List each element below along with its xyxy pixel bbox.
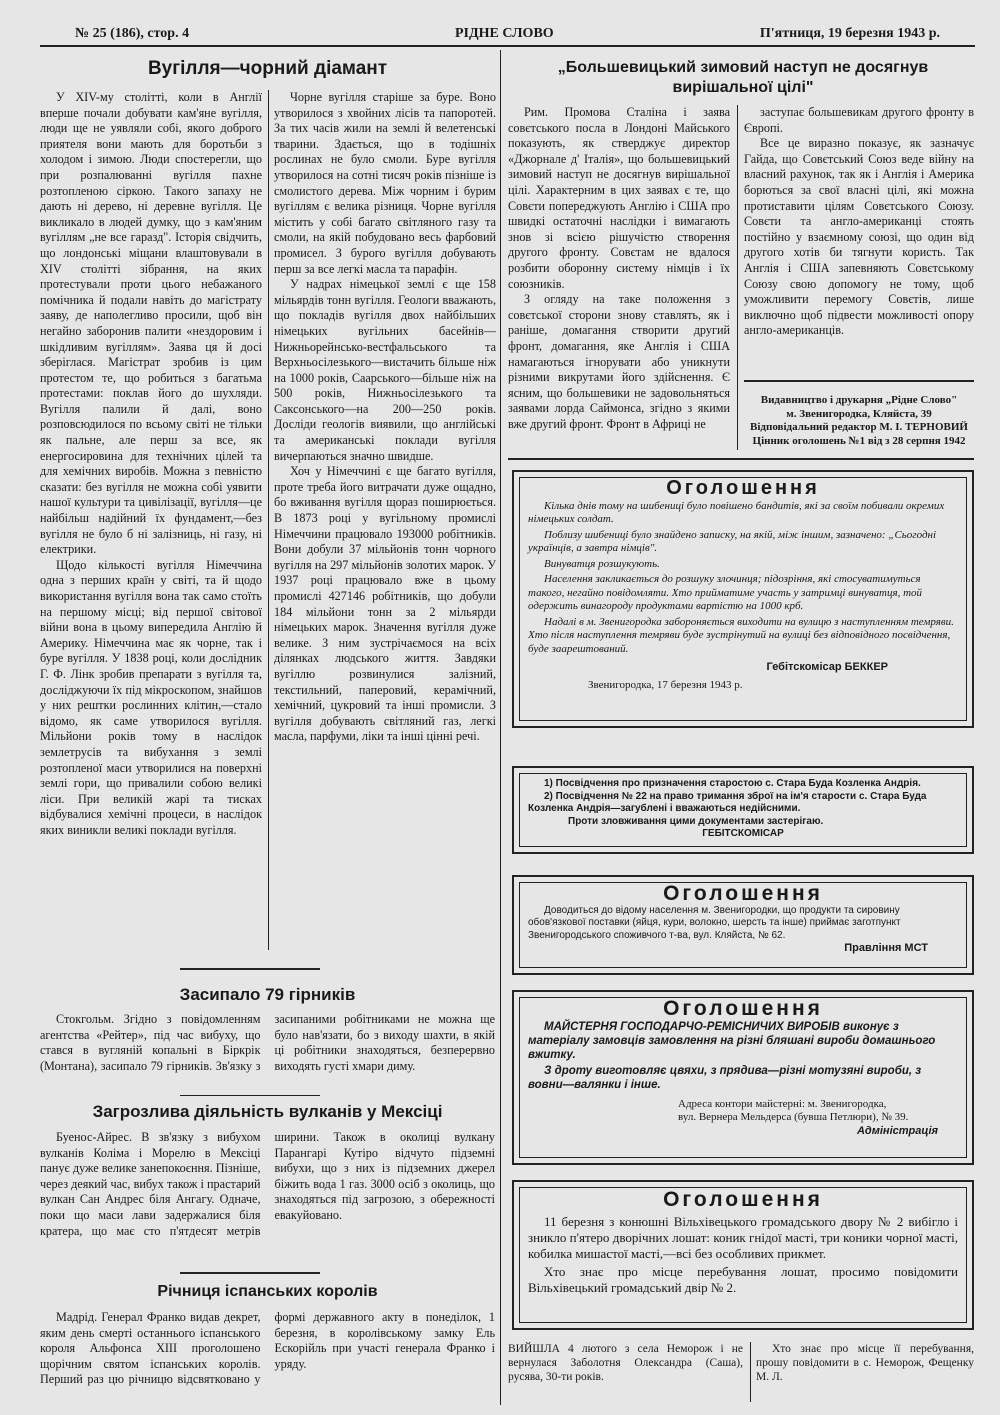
page-header <box>40 26 975 46</box>
imprint-line: Видавництво і друкарня „Рідне Слово" <box>760 394 958 406</box>
header-rule <box>40 45 975 47</box>
imprint <box>744 394 974 448</box>
ad1-signature: Гебітскомісар БЕККЕР <box>766 661 888 673</box>
coal-paragraph: Щодо кількості вугілля Німеччина одна з перших країн у світі, та й щодо використання вугілля вона так само стоїть на першому місці; від першої світової війни вона в цьому випередила Англію й Америку. Німеччина має як чорне, так і буре вугілля. У 1838 році, коли дослідник Г. Ф. Лінк зробив препарати з вугілля та, досліджуючи їх під мікроскопом, знайшов у них рештки рослинних клітин,—стало відомо, як саме утворилося вугілля. Мільйони років тому в наслідок землетрусів та вибухання з землі розтопленої маси утворилися на поверхні землі гори, що привалили собою великі ліси. При великій жарі та тисках відбувалися хемічні процеси, в наслідок яких виникли великі поклади вугілля. <box>40 557 262 837</box>
miners-paragraph: Стокгольм. Згідно з повідомленням агентства «Рейтер», під час вибуху, що стався в вугляній копальні в Біркрік (Монтана), засипало 79 гірників. Зв'язку з засипаними робітниками не можна ще було нав'язати, бо з виходу шахти, в якій ці робітники знаходяться, безперервно виходять густі хмари диму. <box>40 1012 495 1073</box>
imprint-line: м. Звенигородка, Кляйста, 39 <box>786 407 932 420</box>
ornament-rule <box>180 1272 320 1274</box>
kings-title: Річниця іспанських королів <box>157 1283 378 1300</box>
imprint-line: Відповідальний редактор М. І. ТЕРНОВИЙ <box>750 421 968 433</box>
coal-article-title: Вугілля—чорний діамант <box>147 58 388 79</box>
coal-paragraph: У надрах німецької землі є ще 158 мільярдів тонн вугілля. Геологи вважають, що покладів вугілля двох найбільших німецьких вугільних басейнів—Нижньорейнсько-вестфальського та Верхньосілезького—вистачить більше ніж на 1000 років, Саарського—більше ніж на 500 років, Нижньосілезького та Саксонського—на 200—250 років. Досліди геологів виявили, що англійські та американські поклади вугілля вичерпаються значно швидше. <box>274 277 496 463</box>
coal-paragraph: Чорне вугілля старіше за буре. Воно утворилося з хвойних лісів та папоротей. За тих часів жили на землі й велетенські тварини. Здається, що в тодішніх рослинах не було смоли. Буре вугілля утворилося на сотні тисяч років пізніше із смолистого дерева. Між чорним і бурим вугіллям є велика різниця. Чорне вугілля містить у собі багато світляного газу та смоли, на якій побудовано весь фарбовий промисел. З бурого вугілля добувають перш за все легкі масла та парафін. <box>274 90 496 276</box>
ad4-address: Адреса контори майстерні: м. Звенигородка, <box>678 1097 887 1110</box>
issue-date: П'ятниця, 19 березня 1943 р. <box>759 26 940 41</box>
separator-rule <box>180 1095 320 1096</box>
coal-article-col1 <box>40 90 262 950</box>
ad-mst-collection <box>512 875 974 975</box>
column-divider <box>750 1342 751 1402</box>
column-divider <box>268 90 269 950</box>
miners-text <box>40 1012 495 1090</box>
coal-article-col2 <box>274 90 496 950</box>
ad3-title: Оголошення <box>663 882 823 905</box>
bolshevik-paragraph: З огляду на таке положення з совєтської сторони знову ставлять, як і раніше, домагання створити другий фронт, домагання, яке Англія і США намагаються ігнорувати або уникнути різними викрутами його здійснення. Є ясним, що большевики не задовольняться заявами лорда Саймонса, згідно з якими вже другий фронт. Фронт в Африці не <box>508 292 730 431</box>
ad-lost-foals <box>512 1180 974 1330</box>
ad-announcement-bekker <box>512 470 974 728</box>
bolshevik-col1 <box>508 105 730 450</box>
missing-person-left <box>508 1342 743 1402</box>
ad1-paragraph: Поблизу шибениці було знайдено записку, на якій, між іншим, зазначено: „Сьогодні українців, а завтра німців". <box>528 528 937 554</box>
bolshevik-paragraph: Все це виразно показує, як зазначує Гайда, що Совєтський Союз веде війну на власний рахунок, так як і Англія і Америка борються за свої власні цілі, які можна протиставити цілям Совєтського Союзу. Совєти та англо-американці стоять постійно у взаємному союзі, що один від другого хотів би тягнути користь. Так Англія і США запевняють Совєтському Союзу свою допомогу не тому, щоб уможливити перемогу Совєтів, лише виключно щоб підвести можливості опору англо-американців. <box>744 136 974 338</box>
separator-rule <box>180 968 320 970</box>
kings-text <box>40 1310 495 1405</box>
imprint-line: Цінник оголошень №1 від з 28 серпня 1942 <box>752 434 966 447</box>
newspaper-name: РІДНЕ СЛОВО <box>455 26 554 41</box>
separator-rule <box>508 458 974 460</box>
missing-person-text: ВИЙШЛА 4 лютого з села Неморож і не вернулася Заболотня Олександра (Саша), русява, 30-ти років. <box>508 1343 743 1383</box>
ad2-signature: ГЕБІТСКОМІСАР <box>702 828 784 839</box>
ad1-title: Оголошення <box>666 477 820 499</box>
ad1-paragraph: Кілька днів тому на шибениці було повішено бандитів, які за своїм побивали окремих німецьких солдат. <box>528 499 945 525</box>
imprint-rule <box>744 380 974 382</box>
ad-lost-documents <box>512 766 974 854</box>
ad4-title: Оголошення <box>663 997 823 1020</box>
ad4-address: вул. Вернера Мельдерса (бувша Петлюри), № 39. <box>678 1111 909 1123</box>
miners-title: Засипало 79 гірників <box>179 985 356 1004</box>
ad1-date: Звенигородка, 17 березня 1943 р. <box>588 678 743 691</box>
ad1-paragraph: Надалі в м. Звенигородка забороняється виходити на вулицю з наступленням темряви. Хто після наступлення темряви буде зустрінутий на вулиці без відповідного посвідчення, буде заарештований. <box>528 615 954 655</box>
volcano-title: Загрозлива діяльність вулканів у Мексіці <box>92 1102 443 1121</box>
bolshevik-paragraph: заступає большевикам другого фронту в Європі. <box>744 105 974 135</box>
bolshevik-paragraph: Рим. Промова Сталіна і заява совєтського посла в Лондоні Майського показують, як стверджує директор «Джорнале д' Італія», що большевицький зимовий наступ не досягнув вирішальної цілі. Характерним в цих заявах є те, що Совєти попереджують Англію і США про швидкі остаточні наслідки і вимагають знов зі всією рішучістю створення другого фронту. Совєтам не вдалося розбити оборонну систему німців і їх союзників. <box>508 105 730 291</box>
ad5-paragraph: 11 березня з конюшні Вільхівецького громадського двору № 2 вибігло і зникло п'ятеро дворічних лошат: коник гнідої масті, три коники чорної масті, кобилка мишастої масті,—всі без особливих прикмет. <box>528 1214 958 1261</box>
ad3-signature: Правління МСТ <box>844 942 928 954</box>
column-divider <box>500 50 501 1405</box>
volcano-text <box>40 1130 495 1255</box>
ad2-paragraph: 2) Посвідчення № 22 на право тримання зброї на ім'я старости с. Стара Буда Козленка Андрія—загублені і вважаються недійсними. <box>528 790 927 814</box>
column-divider <box>737 105 738 450</box>
missing-person-text: Хто знає про місце її перебування, прошу повідомити в с. Неморож, Фещенку М. Л. <box>756 1343 974 1383</box>
ad1-paragraph: Населення закликається до розшуку злочинця; підозріння, які стосуватимуться такого, негайно повідомляти. Хто прийматиме участь у затримці винуватця, той одержить винагороду продуктами вартістю на 1000 крб. <box>528 573 923 612</box>
kings-paragraph: Мадрід. Генерал Франко видав декрет, яким день смерті останнього іспанського короля Альфонса XIII проголошено щорічним святом іспанських королів. Перший раз цю річницю відсвятковано у формі державного акту в понеділок, 1 березня, в королівському замку Ель Ескорійль при участі генерала Франко і уряду. <box>40 1310 495 1387</box>
ad4-paragraph: З дроту виготовляє цвяхи, з прядива—різні мотузяні вироби, з вовни—валянки і інше. <box>528 1064 922 1091</box>
ad2-paragraph: 1) Посвідчення про призначення старостою с. Стара Буда Козленка Андрія. <box>544 778 921 789</box>
issue-number: № 25 (186), стор. 4 <box>75 26 190 41</box>
ad4-signature: Адміністрація <box>856 1124 938 1137</box>
ad1-paragraph: Винуватця розшукують. <box>544 557 660 570</box>
coal-paragraph: У XIV-му столітті, коли в Англії вперше почали добувати кам'яне вугілля, люди ще не уявляли собі, якого доброго приятеля вони мають для боротьби з холодом і зимою. Люди спостерегли, що при розпалюванні вугілля пахне розтопленою сіркою. Такого запаху не дають ні дерево, ні деревне вугілля. Це викликало в людей думку, що з кам'яним вугіллям „не все гаразд". Історія свідчить, що лондонські міщани влаштовували в XIV столітті зібрання, на яких протестували проти цього небажаного помічника й подали навіть до магістрату заяву, де наполегливо просили, щоб він негайно заборонив палити «нездоровим і шкідливим вугіллям». Заява ця й досі зберіглася. Магістрат зробив із цим протестом те, що робиться з багатьма протестами: поклав його до шухляди. Вугілля палили й далі, воно розповсюдилося по всьому світі не тільки як пальне, але перш за все, як енергосировина для технічних цілей та для хемічних виробів. Можна з певністю сказати: без вугілля не можна собі уявити нашої культури та цивілізації, вугілля—це найбільш надійний їх фундамент,—без вугілля не було б ні залізниць, ні газу, ні електрики. <box>40 90 262 557</box>
ad-workshop <box>512 990 974 1165</box>
ad5-paragraph: Хто знає про місце перебування лошат, просимо повідомити Вільхівецький громадський двір № 2. <box>528 1264 958 1295</box>
ad2-paragraph: Проти зловживання цими документами застерігаю. <box>568 815 824 827</box>
bolshevik-title: „Большевицький зимовий наступ не досягнув вирішальної цілі" <box>557 59 929 96</box>
coal-paragraph: Хоч у Німеччині є ще багато вугілля, проте треба його витрачати дуже ощадно, бо вживання вугілля щораз поширюється. В 1873 році у вугільному промислі Німеччини працювало 193000 робітників. Вони добули 37 мільйонів тонн чорного вугілля на 297 мільйонів золотих марок. У 1937 році працювало вже в цьому промислі 427146 робітників, що добули 184 мільйони тонн за 2 мільярди німецьких марок. Значення вугілля дуже велике. З ним зустрічаємося на всіх ділянках людського життя. Завдяки вугіллю розвинулися залізний, текстильний, паперовий, керамічний, хемічний, цукровий та інші промисли. З вугілля добувають світляний газ, легкі масла, парфуми, ліки та інші цінні речі. <box>274 464 496 744</box>
missing-person-right <box>756 1342 974 1402</box>
ad5-title: Оголошення <box>663 1188 823 1211</box>
bolshevik-col2 <box>744 105 974 365</box>
ad4-paragraph: МАЙСТЕРНЯ ГОСПОДАРЧО-РЕМІСНИЧИХ ВИРОБІВ виконує з матеріалу замовців замовлення на різні бляшані вироби домашнього вжитку. <box>528 1020 936 1061</box>
volcano-paragraph: Буенос-Айрес. В зв'язку з вибухом вулканів Коліма і Морелю в Мексіці панує дуже велике занепокоєння. Пізніше, через деякий час, вибух також і прастарий вулкан Сан Андрес біля Ангагу. Одначе, поки що маси лави задержалися біля кратера, що має сто п'ятдесят метрів ширини. Також в околиці вулкану Парангарі Кутіро відчуто підземні вибухи, що з них із підземних джерел біжить вода 1 газ. 3000 осіб з околиць, що знаходяться під загрозою, з обережності евакуйовано. <box>40 1130 495 1238</box>
ad3-paragraph: Доводиться до відому населення м. Звенигородки, що продукти та сировину обов'язкової поставки (яйця, кури, волокно, шерсть та інше) приймає заготпункт Звенигородського споживчого т-ва, вул. Кляйста, № 62. <box>528 904 901 941</box>
